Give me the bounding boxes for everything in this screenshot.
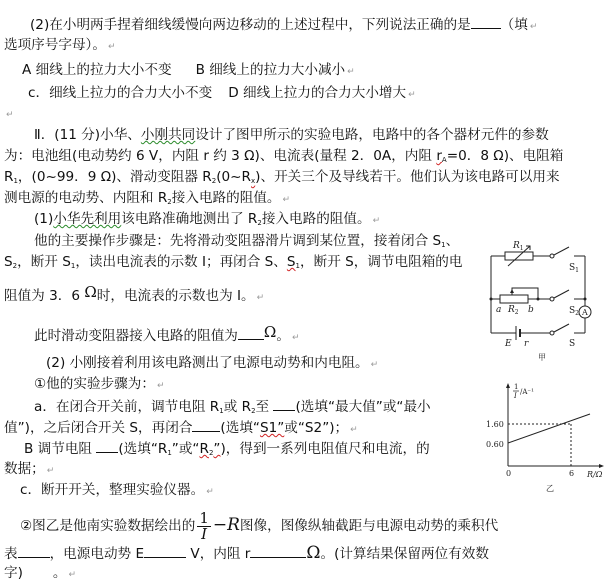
part2-text: ，(0~99．9 Ω)、滑动变阻器 R [17, 169, 212, 185]
svg-text:A: A [582, 308, 588, 317]
svg-text:1: 1 [514, 383, 519, 391]
omega-symbol: Ω [84, 283, 97, 301]
svg-text:0: 0 [506, 469, 512, 478]
q2-line2 [4, 35, 116, 57]
sub2-text: c．断开开关，整理实验仪器。 [20, 482, 205, 498]
sub2-text: V，内阻 r [186, 546, 251, 562]
part2-text: 设计了图甲所示的实验电路，电路中的各个器材元件的参数 [195, 127, 549, 143]
sub2-text: (2) 小刚接着利用该电路测出了电源电动势和内电阻。 [46, 355, 369, 371]
graph-yi [474, 378, 605, 493]
subscript: 2 [211, 177, 217, 185]
sub1-text: 、 [445, 233, 460, 249]
return-mark-icon: ↵ [68, 570, 77, 580]
part2-heading: Ⅱ．(11 分)小华、 [34, 127, 141, 143]
sub1-line5 [34, 322, 299, 348]
sub2-text: 或 R [223, 399, 252, 415]
sub2-text: (选填“R [118, 441, 168, 457]
return-mark-icon: ↵ [256, 293, 265, 303]
return-mark-icon: ↵ [347, 67, 355, 77]
option-d: D 细线上拉力的合力大小增大 [228, 85, 407, 101]
sub1-text: 他的主要操作步骤是：先将滑动变阻器滑片调到某位置，接着闭合 S [34, 233, 442, 249]
sub2-text: (选填“最大值”或“最小 [295, 399, 431, 415]
sub1-text: ，断开 S，调节电阻箱的电 [300, 254, 463, 270]
answer-blank[interactable] [238, 325, 264, 340]
return-mark-icon: ↵ [529, 22, 538, 32]
sub2-text: 至 [255, 399, 274, 415]
sub2-line10 [4, 563, 76, 585]
sub1-line4 [4, 282, 264, 308]
fraction-1-over-i: $\frac{1}{I}$ [199, 508, 209, 543]
part2-text: =0．8 Ω)、电阻箱 [446, 148, 564, 164]
sub2-text: B 调节电阻 [24, 441, 97, 457]
sub2-text: ，电源电动势 E [49, 546, 145, 562]
answer-blank[interactable] [471, 14, 501, 29]
omega-symbol: Ω [306, 543, 321, 563]
s1-symbol: $S_1$ [286, 254, 301, 270]
return-mark-icon: ↵ [291, 333, 300, 343]
part2-names: 小刚共同 [140, 127, 196, 143]
svg-text:S: S [569, 339, 576, 349]
return-mark-icon: ↵ [370, 360, 379, 370]
sub2-text: 。 [52, 565, 67, 581]
sub1-text: ，读出电流表的示数 I；再闭合 S、 [75, 254, 287, 270]
return-mark-icon: ↵ [282, 195, 291, 205]
svg-text:乙: 乙 [546, 484, 554, 493]
sub2-line2 [34, 374, 164, 396]
return-mark-icon: ↵ [6, 110, 14, 120]
sub2-text: ①他的实验步骤为： [34, 376, 155, 392]
sub2-text: 表 [4, 546, 18, 562]
return-mark-icon: ↵ [206, 487, 214, 497]
sub2-text: ”或“ [171, 441, 200, 457]
omega-symbol: Ω [263, 323, 277, 341]
answer-blank[interactable] [96, 438, 118, 453]
q2-options-ab [22, 60, 355, 82]
sub2-text: 字) [4, 565, 23, 581]
svg-text:R1: $R_1$ [513, 241, 524, 252]
answer-blank-resistance[interactable] [250, 543, 306, 558]
option-b: B 细线上的拉力大小减小 [195, 62, 346, 78]
sub1-text: 。 [276, 328, 290, 344]
sub1-text: 时，电流表的示数也为 I。 [96, 288, 255, 304]
sub2-line9 [4, 543, 489, 564]
sub2-line1 [46, 353, 378, 375]
q2-text-cont: 选项序号字母）。 [4, 37, 106, 53]
r-variable: R [227, 515, 240, 535]
sub1-text: 此时滑动变阻器接入电路的阻值为 [34, 328, 238, 344]
sub2-line4 [4, 417, 358, 440]
sub2-line5: B 调节电阻 (选填“$R_1$”或“$R_2$”)，得到一系列电阻值尺和电流，的 [24, 438, 430, 463]
svg-text:R2: $R_2$ [508, 305, 519, 316]
svg-text:0.60: 0.60 [486, 440, 504, 449]
part2-text: )、开关三个及导线若干。他们认为该电路可以用来 [255, 169, 560, 185]
return-mark-icon: ↵ [107, 42, 116, 52]
sub2-line8 [20, 510, 498, 542]
return-mark-icon: ↵ [46, 466, 55, 476]
sub1-line1 [34, 209, 380, 233]
subscript: 1 [441, 241, 446, 249]
svg-text:E: E [505, 339, 512, 349]
sub1-name: 小华先利用 [53, 211, 122, 227]
svg-text:R/Ω: R/Ω [587, 470, 603, 479]
subscript: x [251, 177, 256, 185]
svg-text:1.60: 1.60 [486, 420, 504, 429]
svg-text:b: b [528, 305, 534, 315]
q2-line1 [30, 14, 537, 37]
svg-text:I: I [514, 392, 517, 400]
sub1-text: S [4, 254, 13, 270]
subscript: 2 [167, 198, 172, 206]
option-c: c．细线上拉力的合力大小不变 [28, 85, 213, 101]
svg-text:6: 6 [569, 469, 575, 478]
return-mark-icon: ↵ [372, 216, 381, 226]
answer-blank[interactable] [192, 417, 220, 432]
q2-text: (2)在小明两手捏着细线缓慢向两边移动的上述过程中，下列说法正确的是 [30, 17, 471, 33]
svg-text:/A⁻¹: /A⁻¹ [520, 388, 534, 396]
sub1-text: 该电路准确地测出了 R [121, 211, 258, 227]
sub2-text: 或“S2”)； [284, 420, 349, 436]
return-mark-icon: ↵ [408, 90, 416, 100]
sub2-text: 数据； [4, 461, 45, 477]
subscript: 1 [13, 177, 18, 185]
circuit-diagram-jia [478, 232, 605, 362]
empty-paragraph [4, 103, 14, 125]
sub2-text: )，得到一系列电阻值尺和电流，的 [220, 441, 430, 457]
part2-intro-line1 [34, 125, 549, 145]
answer-blank-product[interactable] [18, 543, 50, 558]
answer-blank[interactable] [273, 396, 295, 411]
svg-text:r: r [524, 339, 529, 349]
subscript: 2 [257, 219, 262, 227]
sub2-line3: a．在闭合开关前，调节电阻 $R_1$或 $R_2$至 (选填“最大值”或“最小 [34, 396, 431, 421]
part2-text: 测电源的电动势、内阻和 R [4, 190, 168, 206]
sub2-text: 图像，图像纵轴截距与电源电动势的乘积代 [239, 518, 499, 534]
answer-blank-emf[interactable] [144, 543, 186, 558]
part2-text: 接入电路的阻值。 [171, 190, 281, 206]
svg-text:甲: 甲 [538, 353, 546, 362]
sub1-line3: $S_2$，断开 $S_1$，读出电流表的示数 I；再闭合 S、$S_1$，断开 S，调节电阻箱的电 [4, 254, 463, 270]
part2-text: R [4, 169, 14, 185]
q2-options-cd [28, 83, 416, 105]
sub1-text: ，断开 S [17, 254, 71, 270]
s1-option: S1” [259, 420, 285, 436]
option-a: A 细线上的拉力大小不变 [22, 62, 172, 78]
ra-symbol: $r_A$ [436, 148, 447, 164]
r2-option: $R_2$” [199, 441, 221, 457]
q2-tail: （填 [500, 17, 528, 33]
svg-text:S1: $S_1$ [569, 263, 579, 274]
sub2-text: ②图乙是他南实验数据绘出的 [20, 518, 196, 534]
sub2-text: a．在闭合开关前，调节电阻 R [34, 399, 220, 415]
sub2-line6 [4, 459, 54, 481]
sub2-text: (选填“ [220, 420, 260, 436]
sub2-line7 [20, 480, 214, 502]
sub1-text: 阻值为 3．6 [4, 288, 85, 304]
return-mark-icon: ↵ [350, 425, 358, 435]
svg-text:a: a [496, 305, 502, 315]
sub2-text: 值”)，之后闭合开关 S，再闭合 [4, 420, 193, 436]
part2-text: (0~R [216, 169, 252, 185]
return-mark-icon: ↵ [156, 381, 165, 391]
minus-sign: − [212, 515, 228, 535]
sub1-number: (1) [34, 211, 54, 227]
sub1-text: 接入电路的阻值。 [261, 211, 371, 227]
sub2-text: 。(计算结果保留两位有效数 [320, 546, 489, 562]
svg-text:S2: $S_2$ [569, 306, 579, 317]
part2-text: 为：电池组(电动势约 6 V，内阻 r 约 3 Ω)、电流表(量程 2．0A，内阻 [4, 148, 437, 164]
